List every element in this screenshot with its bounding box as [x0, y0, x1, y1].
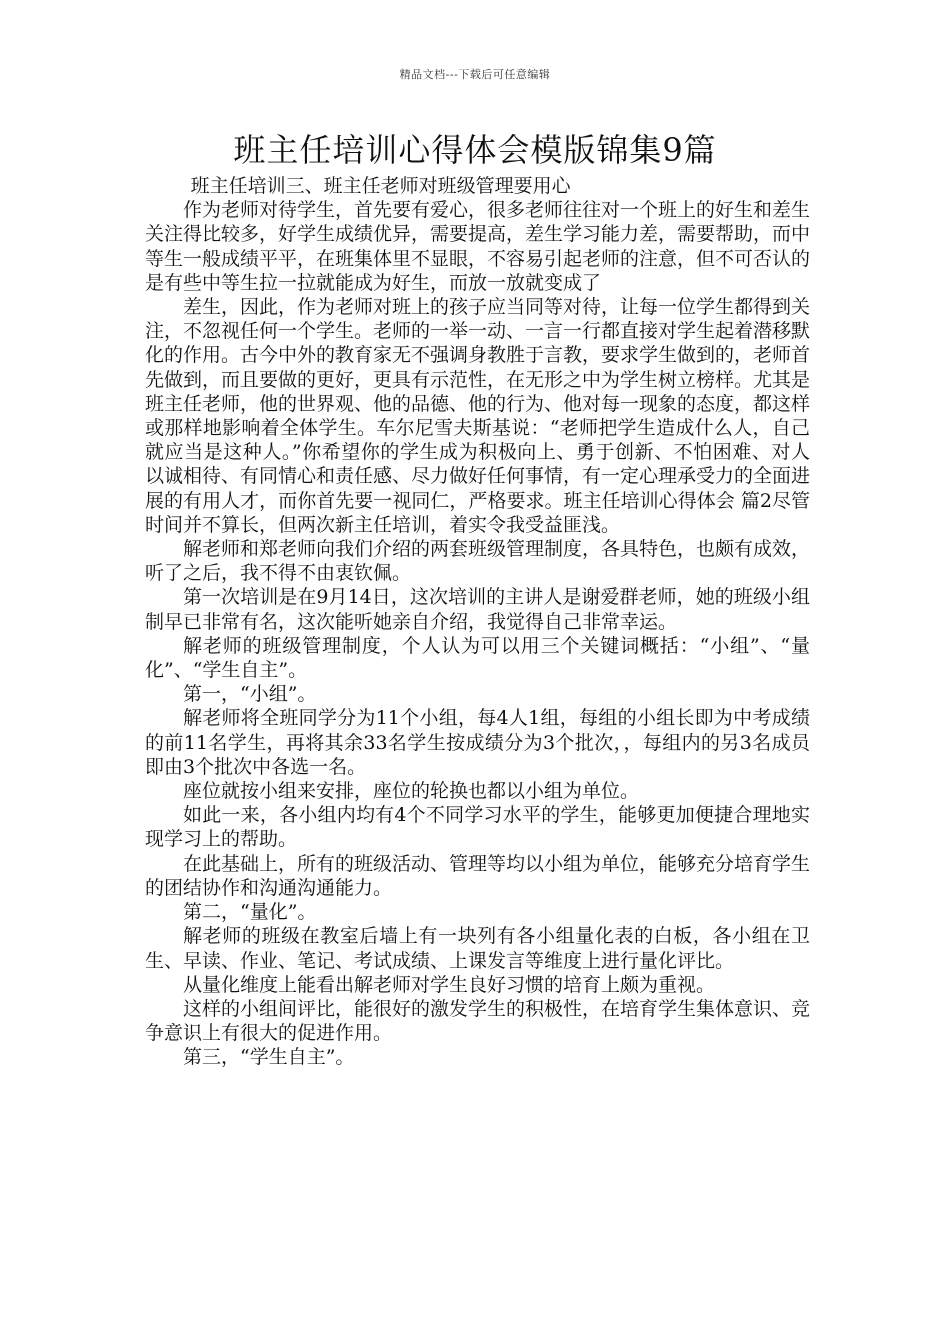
header-watermark: 精品文档---下载后可任意编辑 [399, 68, 551, 81]
document-subtitle: 班主任培训三、班主任老师对班级管理要用心 [190, 175, 571, 197]
body-paragraph: 从量化维度上能看出解老师对学生良好习惯的培育上颇为重视。 [183, 973, 716, 996]
body-paragraph: 差生，因此，作为老师对班上的孩子应当同等对待，让每一位学生都得到关注，不忽视任何一个学生。老师的一举一动、一言一行都直接对学生起着潜移默化的作用。古今中外的教育家无不强调身教胜于言教，要求学生做到的，老师首先做到，而且要做的更好，更具有示范性，在无形之中为学生树立榜样。尤其是班主任老师，他的世界观、他的品德、他的行为、他对每一现象的态度，都这样或那样地影响着全体学生。车尔尼雪夫斯基说：“老师把学生造成什么人，自己就应当是这种人。”你希望你的学生成为积极向上、勇于创新、不怕困难、对人以诚相待、有同情心和责任感、尽力做好任何事情，有一定心理承受力的全面进展的有用人才，而你首先要一视同仁，严格要求。班主任培训心得体会 篇2尽管时间并不算长，但两次新主任培训，着实令我受益匪浅。 [145, 296, 811, 536]
body-paragraph: 作为老师对待学生，首先要有爱心，很多老师往往对一个班上的好生和差生关注得比较多，好学生成绩优异，需要提高，差生学习能力差，需要帮助，而中等生一般成绩平平，在班集体里不显眼，不容易引起老师的注意，但不可否认的是有些中等生拉一拉就能成为好生，而放一放就变成了 [145, 199, 811, 294]
body-paragraph: 在此基础上，所有的班级活动、管理等均以小组为单位，能够充分培育学生的团结协作和沟通沟通能力。 [145, 852, 811, 899]
body-paragraph: 第三，“学生自主”。 [183, 1046, 355, 1069]
body-paragraph: 解老师将全班同学分为11个小组，每4人1组，每组的小组长即为中考成绩的前11名学生，再将其余33名学生按成绩分为3个批次，，每组内的另3名成员即由3个批次中各选一名。 [145, 707, 810, 778]
body-paragraph: 第一，“小组”。 [183, 683, 317, 706]
document-body [145, 174, 810, 1070]
body-paragraph: 解老师的班级在教室后墙上有一块列有各小组量化表的白板，各小组在卫生、早读、作业、笔记、考试成绩、上课发言等维度上进行量化评比。 [145, 925, 810, 972]
body-paragraph: 第一次培训是在9月14日，这次培训的主讲人是谢爱群老师，她的班级小组制早已非常有名，这次能听她亲自介绍，我觉得自己非常幸运。 [145, 586, 810, 633]
body-paragraph: 第二，“量化”。 [183, 901, 317, 924]
document-title: 班主任培训心得体会模版锦集9篇 [233, 131, 717, 169]
body-paragraph: 解老师和郑老师向我们介绍的两套班级管理制度，各具特色，也颇有成效，听了之后，我不得不由衷钦佩。 [145, 538, 811, 585]
body-paragraph: 如此一来，各小组内均有4个不同学习水平的学生，能够更加便捷合理地实现学习上的帮助。 [145, 804, 810, 851]
body-paragraph: 这样的小组间评比，能很好的激发学生的积极性，在培育学生集体意识、竞争意识上有很大的促进作用。 [145, 997, 811, 1045]
body-paragraph: 座位就按小组来安排，座位的轮换也都以小组为单位。 [183, 780, 640, 803]
body-paragraph: 解老师的班级管理制度，个人认为可以用三个关键词概括：“小组”、“量化”、“学生自主”。 [145, 634, 810, 682]
